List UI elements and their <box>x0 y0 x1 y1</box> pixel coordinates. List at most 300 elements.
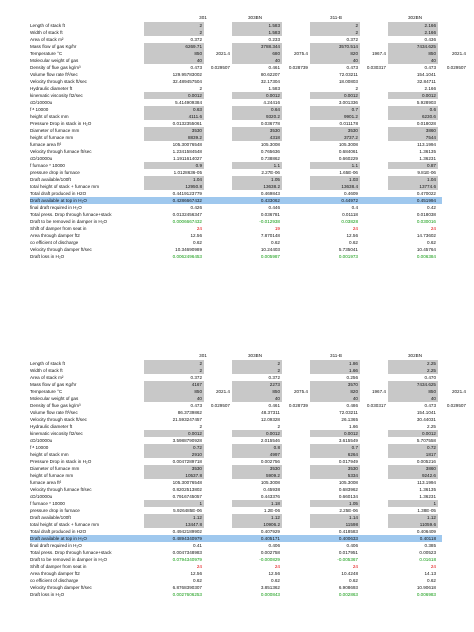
value-cell[interactable]: 2.166 <box>388 29 438 36</box>
value-cell[interactable]: 0.017949 <box>338 459 358 464</box>
value-cell[interactable]: 0.01118 <box>342 212 358 217</box>
value-cell[interactable]: 4318 <box>232 134 282 141</box>
value-cell[interactable]: 3860 <box>388 127 438 134</box>
value-cell[interactable]: 1.12 <box>144 514 204 521</box>
value-cell[interactable]: 2.166 <box>388 22 438 29</box>
value-cell[interactable]: 5.414909384 <box>175 100 202 105</box>
value-cell[interactable]: 0.4286667432 <box>172 198 202 203</box>
value-cell[interactable]: 1.583 <box>268 86 280 91</box>
value-cell[interactable]: 113.1994 <box>417 142 436 147</box>
value-cell[interactable]: 105.3008 <box>338 142 358 147</box>
value-cell[interactable]: 0.765636 <box>260 149 280 154</box>
value-cell[interactable]: 0.0047289718 <box>172 459 202 464</box>
value-cell[interactable]: 0.8202513802 <box>172 487 202 492</box>
value-cell[interactable]: 0.0132355061 <box>172 121 202 126</box>
value-cell[interactable]: 2.25E-06 <box>339 508 358 513</box>
value-cell[interactable]: 0.473 <box>424 65 436 70</box>
value-cell[interactable]: 48.37311 <box>261 410 280 415</box>
value-cell[interactable]: 2 <box>310 29 360 36</box>
value-cell[interactable]: 0.62 <box>427 240 436 245</box>
value-cell[interactable]: 10.24403 <box>260 247 280 252</box>
value-cell[interactable]: 1.36231 <box>419 494 436 499</box>
value-cell[interactable]: 0.405171 <box>260 536 280 541</box>
value-cell[interactable]: 1.36231 <box>419 156 436 161</box>
value-cell[interactable]: 1.05 <box>232 176 282 183</box>
value-cell[interactable]: 3530 <box>144 465 204 472</box>
row-label: pressure drop in furnace <box>30 170 80 175</box>
value-cell[interactable]: 40 <box>232 395 282 402</box>
value-cell[interactable]: -0.012938 <box>259 219 280 224</box>
value-cell[interactable]: 0.00523 <box>419 550 436 555</box>
value-cell[interactable]: 0.660229 <box>338 156 358 161</box>
value-cell[interactable]: 1.14 <box>310 514 360 521</box>
value-cell[interactable]: 1.1 <box>310 162 360 169</box>
value-cell[interactable]: 0.233 <box>268 37 280 42</box>
value-cell[interactable]: 0.451994 <box>416 198 436 203</box>
value-cell[interactable]: 850 <box>232 388 282 395</box>
value-cell[interactable]: 7434.625 <box>388 43 438 50</box>
value-cell[interactable]: 2 <box>144 22 204 29</box>
value-cell[interactable]: 13447.8 <box>144 521 204 528</box>
value-cell[interactable]: 4167 <box>144 381 204 388</box>
value-cell[interactable]: 9.81E-06 <box>417 170 436 175</box>
value-cell[interactable]: 5.707558 <box>416 438 436 443</box>
value-cell[interactable]: 0.005216 <box>416 459 436 464</box>
value-cell[interactable]: 7544 <box>388 134 438 141</box>
value-cell[interactable]: 0.461 <box>268 65 280 70</box>
value-cell[interactable]: 24 <box>196 564 202 569</box>
value-cell[interactable]: 1.86 <box>310 360 360 367</box>
value-cell[interactable]: 10.4248 <box>341 571 358 576</box>
value-cell[interactable]: 3.851362 <box>260 585 280 590</box>
value-cell[interactable]: 0.62 <box>193 240 202 245</box>
value-cell[interactable]: 0.9 <box>144 162 204 169</box>
aux-value-cell[interactable]: 0.030317 <box>366 65 386 70</box>
value-cell[interactable]: 3530 <box>144 127 204 134</box>
value-cell[interactable]: 21.593247457 <box>172 417 202 422</box>
value-cell[interactable]: 0.473 <box>190 65 202 70</box>
value-cell[interactable]: 0.62 <box>193 578 202 583</box>
value-cell[interactable]: 0.001973 <box>338 254 358 259</box>
value-cell[interactable]: 10537.8 <box>144 472 204 479</box>
value-cell[interactable]: 12950.8 <box>144 183 204 190</box>
aux-value-cell[interactable]: 0.029507 <box>446 403 466 408</box>
value-cell[interactable]: 7.870148 <box>260 233 280 238</box>
value-cell[interactable]: 3.5988790928 <box>172 438 202 443</box>
value-cell[interactable]: 0.0027606253 <box>172 592 202 597</box>
value-cell[interactable]: 0.0012 <box>232 430 282 437</box>
value-cell[interactable]: 105.30076548 <box>172 480 202 485</box>
value-cell[interactable]: 86.3739862 <box>177 410 202 415</box>
value-cell[interactable]: 1.2341584548 <box>172 149 202 154</box>
value-cell[interactable]: 1.03 <box>310 176 360 183</box>
value-cell[interactable]: 0.62 <box>427 578 436 583</box>
value-cell[interactable]: 7434.625 <box>388 381 438 388</box>
value-cell[interactable]: 1.05 <box>310 500 360 507</box>
aux-value-cell[interactable]: 0.030317 <box>366 403 386 408</box>
value-cell[interactable]: 24 <box>352 564 358 569</box>
value-cell[interactable]: 0.684061 <box>338 149 358 154</box>
value-cell[interactable]: 3.001336 <box>338 100 358 105</box>
aux-value-cell[interactable]: 2021.4 <box>451 389 466 394</box>
value-cell[interactable]: 12.56 <box>190 571 202 576</box>
row-label: Temperature °C <box>30 51 63 56</box>
value-cell[interactable]: 1.66 <box>349 424 358 429</box>
value-cell[interactable]: 0.018028 <box>416 121 436 126</box>
value-cell[interactable]: 3.615549 <box>338 438 358 443</box>
value-cell[interactable]: 0.473 <box>190 403 202 408</box>
value-cell[interactable]: 0.002756 <box>260 459 280 464</box>
value-cell[interactable]: 12.56 <box>268 571 280 576</box>
value-cell[interactable]: 6.908693 <box>338 585 358 590</box>
value-cell[interactable]: 2.015546 <box>260 438 280 443</box>
value-cell[interactable]: 154.1041 <box>416 72 436 77</box>
value-cell[interactable]: 0.0794340979 <box>172 557 202 562</box>
aux-value-cell[interactable]: 0.029507 <box>446 65 466 70</box>
value-cell[interactable]: 0.407929 <box>260 529 280 534</box>
value-cell[interactable]: 0.486 <box>346 403 358 408</box>
value-cell[interactable]: 2910 <box>144 451 204 458</box>
value-cell[interactable]: 0.45938 <box>263 487 280 492</box>
value-cell[interactable]: 2 <box>199 424 202 429</box>
value-cell[interactable]: 3530 <box>310 465 360 472</box>
value-cell[interactable]: 30.44031 <box>416 417 436 422</box>
value-cell[interactable]: 0.0132456347 <box>172 212 202 217</box>
value-cell[interactable]: 0.470 <box>424 375 436 380</box>
value-cell[interactable]: 0.0012 <box>310 92 360 99</box>
value-cell[interactable]: 0.0012 <box>144 430 204 437</box>
row-label: Width of stack ft <box>30 368 63 373</box>
value-cell[interactable]: 19 <box>274 226 280 231</box>
value-cell[interactable]: 2 <box>232 367 282 374</box>
value-cell[interactable]: 0.433062 <box>260 198 280 203</box>
value-cell[interactable]: 0.03828 <box>341 219 358 224</box>
value-cell[interactable]: 3860 <box>388 465 438 472</box>
value-cell[interactable]: 13638.4 <box>310 183 360 190</box>
value-cell[interactable]: 0.469843 <box>260 191 280 196</box>
value-cell[interactable]: 0.683962 <box>338 487 358 492</box>
value-cell[interactable]: 850 <box>388 50 438 57</box>
aux-value-cell[interactable]: 0.029507 <box>210 65 230 70</box>
value-cell[interactable]: 0.372 <box>190 375 202 380</box>
row-label: Draft to be removed in damper in H₂O <box>30 219 108 224</box>
value-cell[interactable]: 10.34690989 <box>175 247 202 252</box>
value-cell[interactable]: 0.006384 <box>416 254 436 259</box>
value-cell[interactable]: -0.005367 <box>337 557 358 562</box>
value-cell[interactable]: 3570 <box>310 381 360 388</box>
value-cell[interactable]: 24 <box>430 564 436 569</box>
value-cell[interactable]: 0.63 <box>144 106 204 113</box>
value-cell[interactable]: 80.62207 <box>260 72 280 77</box>
value-cell[interactable]: 0.4942189902 <box>172 529 202 534</box>
value-cell[interactable]: 11598 <box>310 521 360 528</box>
value-cell[interactable]: 1.12 <box>232 514 282 521</box>
value-cell[interactable]: 13774.6 <box>388 183 438 190</box>
value-cell[interactable]: 0.256 <box>346 375 358 380</box>
value-cell[interactable]: 32.84711 <box>417 79 436 84</box>
value-cell[interactable]: 2.25 <box>388 360 438 367</box>
value-cell[interactable]: 3530 <box>232 127 282 134</box>
value-cell[interactable]: 9901.2 <box>310 113 360 120</box>
value-cell[interactable]: 1.65E-06 <box>339 170 358 175</box>
value-cell[interactable]: 12.56 <box>190 233 202 238</box>
aux-value-cell[interactable]: 2021.4 <box>215 51 230 56</box>
value-cell[interactable]: 18.00803 <box>338 79 358 84</box>
value-cell[interactable]: 6269.71 <box>144 43 204 50</box>
value-cell[interactable]: 1.583 <box>232 29 282 36</box>
aux-value-cell[interactable]: 1967.4 <box>371 389 386 394</box>
row-label: Draft loss in H₂O <box>30 592 65 597</box>
value-cell[interactable]: 0.406409 <box>416 529 436 534</box>
value-cell[interactable]: 4997 <box>232 451 282 458</box>
value-cell[interactable]: 5.926485E-06 <box>173 508 202 513</box>
value-cell[interactable]: 24 <box>196 226 202 231</box>
value-cell[interactable]: 0.0012 <box>232 92 282 99</box>
value-cell[interactable]: 1 <box>388 500 438 507</box>
value-cell[interactable]: 0.4 <box>351 205 358 210</box>
value-cell[interactable]: 9242.6 <box>388 472 438 479</box>
value-cell[interactable]: 4111.6 <box>144 113 204 120</box>
value-cell[interactable]: 3570.514 <box>310 43 360 50</box>
value-cell[interactable]: 2.25 <box>427 424 436 429</box>
value-cell[interactable]: 2 <box>199 86 202 91</box>
row-label: height of furnace mm <box>30 473 74 478</box>
value-cell[interactable]: 0.436 <box>424 37 436 42</box>
value-cell[interactable]: 2 <box>355 86 358 91</box>
value-cell[interactable]: 850 <box>144 388 204 395</box>
value-cell[interactable]: 2 <box>310 22 360 29</box>
value-cell[interactable]: 10.90618 <box>416 585 436 590</box>
value-cell[interactable]: 0.40118 <box>419 536 436 541</box>
value-cell[interactable]: 24 <box>430 226 436 231</box>
value-cell[interactable]: 13638.2 <box>232 183 282 190</box>
value-cell[interactable]: 0.400633 <box>338 536 358 541</box>
value-cell[interactable]: 1.1 <box>232 162 282 169</box>
value-cell[interactable]: 6264 <box>310 451 360 458</box>
value-cell[interactable]: 0.011178 <box>339 121 358 126</box>
value-cell[interactable]: 1.36135 <box>419 487 436 492</box>
value-cell[interactable]: 0.385 <box>424 543 436 548</box>
value-cell[interactable]: 2 <box>232 360 282 367</box>
value-cell[interactable]: 0.030016 <box>416 219 436 224</box>
value-cell[interactable]: 0.446 <box>268 205 280 210</box>
value-cell[interactable]: 1817 <box>388 451 438 458</box>
value-cell[interactable]: 0.41 <box>193 543 202 548</box>
value-cell[interactable]: 1.583 <box>232 22 282 29</box>
value-cell[interactable]: 0.0012 <box>310 430 360 437</box>
aux-value-cell[interactable]: 0.028739 <box>288 403 308 408</box>
value-cell[interactable]: 1.36135 <box>419 149 436 154</box>
value-cell[interactable]: 40 <box>232 57 282 64</box>
value-cell[interactable]: 850 <box>388 388 438 395</box>
value-cell[interactable]: 0.036781 <box>260 212 280 217</box>
value-cell[interactable]: 0.8 <box>232 444 282 451</box>
value-cell[interactable]: 0.01618 <box>419 557 436 562</box>
value-cell[interactable]: 0.473 <box>346 65 358 70</box>
value-cell[interactable]: 5334 <box>310 472 360 479</box>
value-cell[interactable]: 0.0012 <box>388 430 438 437</box>
value-cell[interactable]: 0.036778 <box>260 121 280 126</box>
value-cell[interactable]: 0.470022 <box>416 191 436 196</box>
value-cell[interactable]: 40 <box>310 395 360 402</box>
value-cell[interactable]: 40 <box>388 57 438 64</box>
value-cell[interactable]: 40 <box>310 57 360 64</box>
value-cell[interactable]: 14.13 <box>424 571 436 576</box>
value-cell[interactable]: 0.406 <box>268 543 280 548</box>
value-cell[interactable]: 0.0047348983 <box>172 550 202 555</box>
value-cell[interactable]: 2.27E-06 <box>261 170 280 175</box>
value-cell[interactable]: 0.62 <box>349 578 358 583</box>
value-cell[interactable]: 40 <box>388 395 438 402</box>
value-cell[interactable]: 129.95783002 <box>172 72 202 77</box>
value-cell[interactable]: 8839.2 <box>144 134 204 141</box>
value-cell[interactable]: 2273 <box>232 381 282 388</box>
value-cell[interactable]: 24 <box>274 564 280 569</box>
value-cell[interactable]: 1.04 <box>388 176 438 183</box>
value-cell[interactable]: 0.372 <box>190 37 202 42</box>
table-row <box>30 148 442 155</box>
value-cell[interactable]: 0.7 <box>310 444 360 451</box>
value-cell[interactable]: 40 <box>144 57 204 64</box>
value-cell[interactable]: 0.660134 <box>338 494 358 499</box>
value-cell[interactable]: 2 <box>144 360 204 367</box>
value-cell[interactable]: 0.6 <box>388 106 438 113</box>
value-cell[interactable]: 5.928903 <box>416 100 436 105</box>
value-cell[interactable]: 0.372 <box>268 375 280 380</box>
value-cell[interactable]: 1.66 <box>310 367 360 374</box>
value-cell[interactable]: 0.426 <box>190 205 202 210</box>
value-cell[interactable]: 0.406 <box>346 543 358 548</box>
value-cell[interactable]: 4.24416 <box>263 100 280 105</box>
aux-value-cell[interactable]: 2021.4 <box>215 389 230 394</box>
value-cell[interactable]: 0.002863 <box>338 592 358 597</box>
value-cell[interactable]: 32.17304 <box>260 79 280 84</box>
value-cell[interactable]: 1.2E-06 <box>263 508 280 513</box>
value-cell[interactable]: 0.018038 <box>416 212 436 217</box>
value-cell[interactable]: 14.73602 <box>416 233 436 238</box>
value-cell[interactable]: 0.42 <box>427 205 436 210</box>
value-cell[interactable]: 0.7 <box>310 106 360 113</box>
value-cell[interactable]: 12.56 <box>346 233 358 238</box>
value-cell[interactable]: 0.62 <box>349 240 358 245</box>
value-cell[interactable]: 9320.2 <box>232 113 282 120</box>
row-label: Total draft produced in H2O <box>30 529 87 534</box>
value-cell[interactable]: 0.0006667432 <box>172 219 202 224</box>
value-cell[interactable]: 113.1994 <box>417 480 436 485</box>
aux-value-cell[interactable]: 0.029507 <box>210 403 230 408</box>
value-cell[interactable]: 6230.6 <box>388 113 438 120</box>
value-cell[interactable]: 0.72 <box>144 444 204 451</box>
aux-value-cell[interactable]: 2075.4 <box>293 51 308 56</box>
value-cell[interactable]: 3530 <box>310 127 360 134</box>
value-cell[interactable]: 0.461 <box>268 403 280 408</box>
column-header-row <box>30 14 442 22</box>
table-row <box>30 43 442 50</box>
value-cell[interactable]: 0.372 <box>346 37 358 42</box>
value-cell[interactable]: 24 <box>352 226 358 231</box>
value-cell[interactable]: 1.0128636-05 <box>173 170 202 175</box>
value-cell[interactable]: 3737.2 <box>310 134 360 141</box>
table-row <box>30 521 442 528</box>
value-cell[interactable]: -0.000829 <box>259 557 280 562</box>
value-cell[interactable]: 820 <box>310 388 360 395</box>
value-cell[interactable]: 680 <box>232 50 282 57</box>
value-cell[interactable]: 0.005987 <box>260 254 280 259</box>
value-cell[interactable]: 32.489457504 <box>172 79 202 84</box>
value-cell[interactable]: 0.000843 <box>260 592 280 597</box>
value-cell[interactable]: 3788.344 <box>232 43 282 50</box>
value-cell[interactable]: 0.473 <box>424 403 436 408</box>
value-cell[interactable]: 105.3008 <box>260 480 280 485</box>
value-cell[interactable]: 0.017951 <box>338 550 358 555</box>
value-cell[interactable]: 0.4894340979 <box>172 536 202 541</box>
value-cell[interactable]: 72.03211 <box>339 72 358 77</box>
aux-value-cell[interactable]: 2075.4 <box>293 389 308 394</box>
value-cell[interactable]: 0.738862 <box>260 156 280 161</box>
value-cell[interactable]: 1 <box>144 500 204 507</box>
value-cell[interactable]: 72.03211 <box>339 410 358 415</box>
value-cell[interactable]: 5909.2 <box>232 472 282 479</box>
value-cell[interactable]: 0.002758 <box>260 550 280 555</box>
value-cell[interactable]: 10.45764 <box>416 247 436 252</box>
row-label: Velocity through furnace ft/sec <box>30 487 92 492</box>
value-cell[interactable]: 820 <box>310 50 360 57</box>
value-cell[interactable]: 1.38E-05 <box>417 508 436 513</box>
value-cell[interactable]: 40 <box>144 395 204 402</box>
value-cell[interactable]: 0.64 <box>232 106 282 113</box>
value-cell[interactable]: 0.4609 <box>343 191 358 196</box>
value-cell[interactable]: 5.735041 <box>338 247 358 252</box>
value-cell[interactable]: 2.166 <box>424 86 436 91</box>
value-cell[interactable]: 154.1041 <box>416 410 436 415</box>
value-cell[interactable]: 1.18 <box>232 500 282 507</box>
value-cell[interactable]: 0.87 <box>388 162 438 169</box>
value-cell[interactable]: 2 <box>144 367 204 374</box>
value-cell[interactable]: 0.418583 <box>338 529 358 534</box>
value-cell[interactable]: 0.44972 <box>341 198 358 203</box>
value-cell[interactable]: 0.72 <box>388 444 438 451</box>
value-cell[interactable]: 26.1365 <box>341 417 358 422</box>
value-cell[interactable]: 12.09328 <box>260 417 280 422</box>
value-cell[interactable]: 0.443376 <box>260 494 280 499</box>
value-cell[interactable]: 105.3008 <box>338 480 358 485</box>
value-cell[interactable]: 1.12 <box>388 514 438 521</box>
value-cell[interactable]: 2 <box>144 29 204 36</box>
value-cell[interactable]: 0.006983 <box>416 592 436 597</box>
value-cell[interactable]: 0.0062496453 <box>172 254 202 259</box>
value-cell[interactable]: 0.0012 <box>388 92 438 99</box>
aux-value-cell[interactable]: 1967.4 <box>371 51 386 56</box>
value-cell[interactable]: 0.62 <box>271 578 280 583</box>
aux-value-cell[interactable]: 2021.4 <box>451 51 466 56</box>
value-cell[interactable]: 1.04 <box>144 176 204 183</box>
value-cell[interactable]: 850 <box>144 50 204 57</box>
value-cell[interactable]: 10906.2 <box>232 521 282 528</box>
value-cell[interactable]: 0.4419123779 <box>172 191 202 196</box>
value-cell[interactable]: 3530 <box>232 465 282 472</box>
value-cell[interactable]: 6.8768390307 <box>172 585 202 590</box>
value-cell[interactable]: 0.62 <box>271 240 280 245</box>
value-cell[interactable]: 0.0012 <box>144 92 204 99</box>
value-cell[interactable]: 105.3008 <box>260 142 280 147</box>
value-cell[interactable]: 1.1911614027 <box>172 156 202 161</box>
value-cell[interactable]: 105.30076548 <box>172 142 202 147</box>
value-cell[interactable]: 2.25 <box>388 367 438 374</box>
value-cell[interactable]: 11059.6 <box>388 521 438 528</box>
value-cell[interactable]: 2 <box>277 424 280 429</box>
aux-value-cell[interactable]: 0.028739 <box>288 65 308 70</box>
value-cell[interactable]: 0.7916745057 <box>172 494 202 499</box>
